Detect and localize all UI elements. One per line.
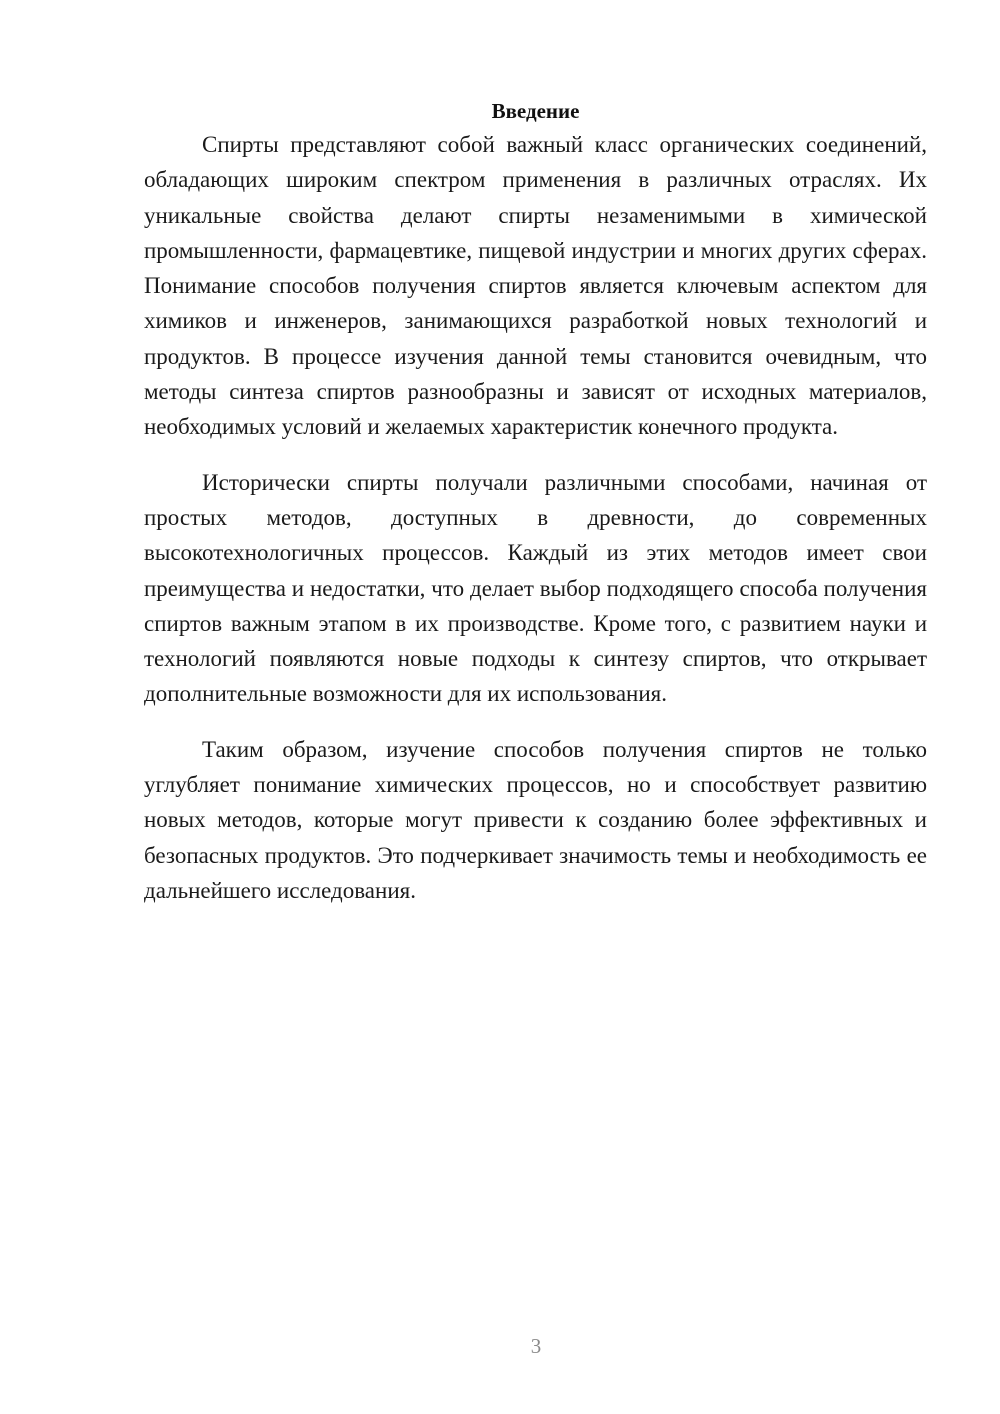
page-content [144,96,927,928]
paragraph-1: Спирты представляют собой важный класс органических соединений, обладающих широким спектром применения в различных отраслях. Их уникальные свойства делают спирты незаменимыми в химической промышленности, фармацевтике, пищевой индустрии и многих других сферах. Понимание способов получения спиртов является ключевым аспектом для химиков и инженеров, занимающихся разработкой новых технологий и продуктов. В процессе изучения данной темы становится очевидным, что методы синтеза спиртов разнообразны и зависят от исходных материалов, необходимых условий и желаемых характеристик конечного продукта. [144,132,927,440]
section-heading: Введение [491,99,580,123]
page-number: 3 [530,1334,542,1358]
paragraph-2: Исторически спирты получали различными способами, начиная от простых методов, доступных в древности, до современных высокотехнологичных процессов. Каждый из этих методов имеет свои преимущества и недостатки, что делает выбор подходящего способа получения спиртов важным этапом в их производстве. Кроме того, с развитием науки и технологий появляются новые подходы к синтезу спиртов, что открывает дополнительные возможности для их использования. [144,469,927,707]
paragraph-3: Таким образом, изучение способов получения спиртов не только углубляет понимание химических процессов, но и способствует развитию новых методов, которые могут привести к созданию более эффективных и безопасных продуктов. Это подчеркивает значимость темы и необходимость ее дальнейшего исследования. [144,736,927,903]
